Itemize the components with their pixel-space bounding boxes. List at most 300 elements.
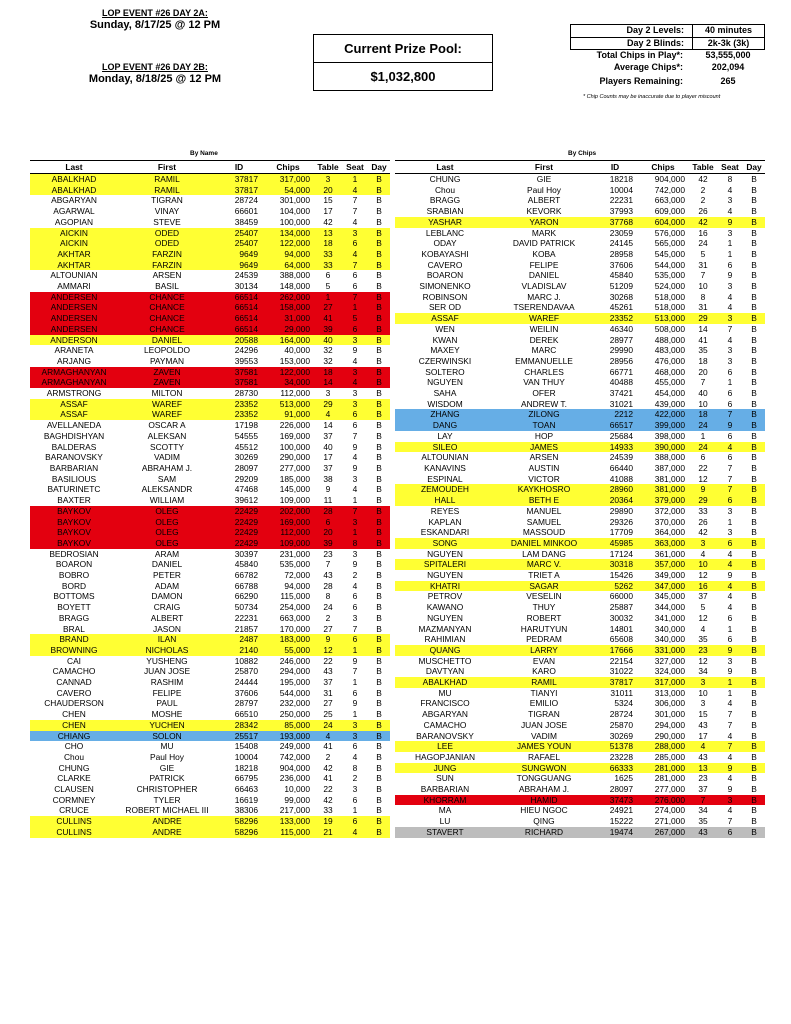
cell-day: B bbox=[368, 238, 390, 249]
table-row bbox=[395, 195, 765, 206]
cell-table: 14 bbox=[323, 420, 333, 431]
cell-id: 10004 bbox=[609, 184, 633, 195]
cell-day: B bbox=[376, 388, 382, 399]
cell-seat: 6 bbox=[352, 281, 358, 292]
cell-day: B bbox=[376, 602, 382, 613]
table-row bbox=[395, 624, 765, 635]
cell-chips: 742,000 bbox=[654, 184, 685, 195]
cell-day: B bbox=[368, 517, 390, 528]
cell-chips: 55,000 bbox=[262, 645, 314, 656]
table-row bbox=[30, 698, 390, 709]
header-id: ID bbox=[216, 161, 262, 174]
cell-day: B bbox=[751, 719, 757, 730]
cell-last: BAXTER bbox=[57, 495, 91, 506]
cell-seat: 4 bbox=[717, 559, 743, 570]
cell-seat: 6 bbox=[727, 452, 733, 463]
cell-day: B bbox=[743, 442, 765, 453]
cell-seat: 9 bbox=[727, 784, 733, 795]
cell-first: CHARLES bbox=[524, 366, 564, 377]
cell-chips: 476,000 bbox=[654, 355, 685, 366]
cell-table: 8 bbox=[700, 291, 706, 302]
table-row bbox=[395, 549, 765, 560]
cell-seat: 4 bbox=[727, 773, 733, 784]
cell-chips: 468,000 bbox=[654, 366, 685, 377]
cell-day: B bbox=[376, 570, 382, 581]
cell-last: KHATRI bbox=[395, 581, 495, 592]
cell-id: 30032 bbox=[609, 612, 633, 623]
cell-last: LEE bbox=[395, 741, 495, 752]
cell-seat: 6 bbox=[717, 827, 743, 838]
cell-day: B bbox=[368, 827, 390, 838]
cell-day: B bbox=[743, 484, 765, 495]
cell-table: 18 bbox=[689, 409, 717, 420]
cell-chips: 281,000 bbox=[654, 773, 685, 784]
cell-seat: 6 bbox=[352, 591, 358, 602]
stat-label: Players Remaining: bbox=[599, 76, 683, 86]
cell-chips: 226,000 bbox=[279, 420, 310, 431]
cell-day: B bbox=[376, 784, 382, 795]
cell-id: 31022 bbox=[609, 666, 633, 677]
cell-seat: 6 bbox=[727, 398, 733, 409]
cell-first: RASHIM bbox=[150, 677, 184, 688]
cell-table: 37 bbox=[698, 784, 708, 795]
table-row bbox=[30, 228, 390, 239]
cell-day: B bbox=[751, 634, 757, 645]
cell-day: B bbox=[743, 538, 765, 549]
table-row bbox=[30, 388, 390, 399]
cell-first: MOSHE bbox=[151, 709, 183, 720]
cell-seat: 1 bbox=[352, 805, 358, 816]
tournament-stats bbox=[570, 24, 765, 88]
cell-id: 66517 bbox=[593, 420, 637, 431]
cell-table: 9 bbox=[689, 484, 717, 495]
cell-table: 41 bbox=[698, 334, 708, 345]
cell-day: B bbox=[751, 655, 757, 666]
table-row bbox=[395, 805, 765, 816]
cell-first: CHANCE bbox=[118, 313, 216, 324]
cell-day: B bbox=[368, 399, 390, 410]
cell-seat: 6 bbox=[352, 420, 358, 431]
cell-first: SAGAR bbox=[495, 581, 593, 592]
cell-last: ODAY bbox=[433, 238, 457, 249]
cell-chips: 99,000 bbox=[284, 794, 310, 805]
cell-chips: 327,000 bbox=[654, 655, 685, 666]
cell-first: PETER bbox=[153, 570, 181, 581]
cell-last: ESKANDARI bbox=[420, 527, 470, 538]
cell-last: BRAGG bbox=[58, 612, 90, 623]
cell-id: 28797 bbox=[234, 698, 258, 709]
cell-seat: 3 bbox=[727, 227, 733, 238]
cell-id: 28097 bbox=[234, 462, 258, 473]
cell-last: BARBARIAN bbox=[420, 784, 470, 795]
cell-seat: 6 bbox=[352, 687, 358, 698]
cell-seat: 1 bbox=[352, 677, 358, 688]
cell-chips: 185,000 bbox=[279, 473, 310, 484]
cell-table: 23 bbox=[698, 773, 708, 784]
cell-day: B bbox=[368, 377, 390, 388]
cell-table: 43 bbox=[323, 666, 333, 677]
table-row bbox=[30, 677, 390, 688]
cell-table: 33 bbox=[314, 260, 342, 271]
table-row bbox=[30, 827, 390, 838]
cell-last: FRANCISCO bbox=[420, 698, 470, 709]
table-row bbox=[30, 549, 390, 560]
cell-chips: 122,000 bbox=[262, 238, 314, 249]
cell-last: ANDERSEN bbox=[30, 302, 118, 313]
cell-id: 37581 bbox=[216, 367, 262, 378]
cell-table: 42 bbox=[323, 794, 333, 805]
cell-last: WISDOM bbox=[427, 398, 463, 409]
cell-day: B bbox=[751, 473, 757, 484]
cell-first: Paul Hoy bbox=[527, 184, 561, 195]
cell-first: VESELIN bbox=[526, 591, 562, 602]
cell-first: CHANCE bbox=[118, 324, 216, 335]
table-row bbox=[395, 367, 765, 378]
cell-table: 25 bbox=[323, 709, 333, 720]
cell-last: KAWANO bbox=[426, 602, 464, 613]
cell-first: JUAN JOSE bbox=[143, 666, 191, 677]
cell-table: 24 bbox=[689, 442, 717, 453]
cell-day: B bbox=[368, 302, 390, 313]
table-row bbox=[30, 345, 390, 356]
cell-seat: 4 bbox=[727, 730, 733, 741]
cell-day: B bbox=[376, 709, 382, 720]
table-row bbox=[395, 613, 765, 624]
cell-day: B bbox=[751, 516, 757, 527]
cell-table: 12 bbox=[314, 645, 342, 656]
cell-chips: 115,000 bbox=[262, 827, 314, 838]
cell-seat: 7 bbox=[717, 409, 743, 420]
cell-last: AGARWAL bbox=[53, 206, 95, 217]
cell-day: B bbox=[376, 548, 382, 559]
table-row bbox=[30, 270, 390, 281]
cell-seat: 9 bbox=[727, 270, 733, 281]
cell-id: 22429 bbox=[216, 506, 262, 517]
cell-first: HARUTYUN bbox=[520, 623, 568, 634]
cell-table: 34 bbox=[698, 805, 708, 816]
cell-seat: 3 bbox=[727, 195, 733, 206]
cell-id: 28097 bbox=[609, 784, 633, 795]
table-row bbox=[395, 634, 765, 645]
table-row bbox=[30, 249, 390, 260]
cell-first: HIEU NGOC bbox=[520, 805, 568, 816]
table-row bbox=[395, 324, 765, 335]
cell-table: 12 bbox=[698, 612, 708, 623]
cell-day: B bbox=[376, 773, 382, 784]
cell-chips: 535,000 bbox=[654, 270, 685, 281]
cell-day: B bbox=[751, 602, 757, 613]
cell-first: MILTON bbox=[151, 388, 183, 399]
cell-last: SILEO bbox=[395, 442, 495, 453]
cell-seat: 9 bbox=[717, 645, 743, 656]
cell-id: 5324 bbox=[614, 698, 633, 709]
cell-id: 66771 bbox=[609, 366, 633, 377]
cell-day: B bbox=[751, 259, 757, 270]
cell-last: AGOPIAN bbox=[54, 216, 94, 227]
table-row bbox=[395, 484, 765, 495]
cell-first: DAVID PATRICK bbox=[512, 238, 576, 249]
cell-id: 28730 bbox=[234, 388, 258, 399]
cell-day: B bbox=[751, 591, 757, 602]
cell-id: 22429 bbox=[216, 517, 262, 528]
cell-table: 20 bbox=[698, 366, 708, 377]
cell-last: KHORRAM bbox=[395, 795, 495, 806]
cell-day: B bbox=[743, 217, 765, 228]
cell-first: ANDRE bbox=[118, 827, 216, 838]
cell-id: 24539 bbox=[234, 270, 258, 281]
table-row bbox=[395, 795, 765, 806]
cell-table: 33 bbox=[698, 505, 708, 516]
table-row bbox=[395, 377, 765, 388]
cell-chips: 169,000 bbox=[262, 517, 314, 528]
cell-id: 30269 bbox=[234, 452, 258, 463]
cell-id: 30268 bbox=[609, 291, 633, 302]
table-row bbox=[30, 645, 390, 656]
cell-first: BASIL bbox=[155, 281, 179, 292]
cell-id: 22231 bbox=[234, 612, 258, 623]
cell-seat: 1 bbox=[352, 495, 358, 506]
cell-first: Paul Hoy bbox=[150, 751, 184, 762]
cell-id: 66514 bbox=[216, 292, 262, 303]
table-row bbox=[30, 624, 390, 635]
cell-id: 14933 bbox=[593, 442, 637, 453]
cell-seat: 9 bbox=[352, 441, 358, 452]
cell-chips: 54,000 bbox=[262, 185, 314, 196]
cell-table: 22 bbox=[323, 655, 333, 666]
cell-last: ASSAF bbox=[395, 313, 495, 324]
cell-day: B bbox=[368, 506, 390, 517]
cell-last: Chou bbox=[63, 751, 85, 762]
cell-table: 29 bbox=[314, 399, 342, 410]
table-row bbox=[395, 495, 765, 506]
cell-last: ANDERSEN bbox=[30, 313, 118, 324]
cell-seat: 4 bbox=[342, 185, 368, 196]
cell-first: YUCHEN bbox=[118, 720, 216, 731]
cell-table: 4 bbox=[314, 731, 342, 742]
cell-first: VADIM bbox=[154, 452, 180, 463]
cell-day: B bbox=[751, 184, 757, 195]
cell-chips: 344,000 bbox=[654, 602, 685, 613]
cell-seat: 4 bbox=[727, 291, 733, 302]
cell-id: 45512 bbox=[234, 441, 258, 452]
cell-first: VAN THUY bbox=[523, 377, 565, 388]
table-row bbox=[395, 335, 765, 346]
cell-id: 22231 bbox=[609, 195, 633, 206]
cell-day: B bbox=[751, 281, 757, 292]
cell-table: 42 bbox=[323, 762, 333, 773]
cell-day: B bbox=[368, 538, 390, 549]
cell-chips: 217,000 bbox=[279, 805, 310, 816]
table-row bbox=[395, 474, 765, 485]
cell-table: 39 bbox=[314, 324, 342, 335]
table-row bbox=[395, 260, 765, 271]
cell-id: 9649 bbox=[216, 260, 262, 271]
table-row bbox=[30, 495, 390, 506]
cell-table: 18 bbox=[314, 367, 342, 378]
cell-table: 4 bbox=[700, 623, 706, 634]
cell-last: BAGHDISHYAN bbox=[43, 430, 105, 441]
cell-table: 16 bbox=[689, 581, 717, 592]
cell-day: B bbox=[751, 805, 757, 816]
table-row bbox=[30, 720, 390, 731]
cell-chips: 340,000 bbox=[654, 634, 685, 645]
table-row bbox=[30, 656, 390, 667]
cell-table: 17 bbox=[323, 206, 333, 217]
cell-seat: 1 bbox=[727, 248, 733, 259]
cell-first: AUSTIN bbox=[528, 462, 560, 473]
cell-table: 15 bbox=[698, 709, 708, 720]
cell-seat: 8 bbox=[352, 762, 358, 773]
cell-day: B bbox=[751, 195, 757, 206]
cell-id: 37421 bbox=[609, 388, 633, 399]
cell-id: 37817 bbox=[593, 677, 637, 688]
cell-first: GIE bbox=[536, 174, 552, 184]
table-row bbox=[30, 452, 390, 463]
cell-last: BRAND bbox=[30, 634, 118, 645]
cell-last: ARMSTRONG bbox=[46, 388, 102, 399]
cell-last: CHEN bbox=[62, 709, 86, 720]
cell-first: PAYMAN bbox=[149, 355, 185, 366]
cell-first: ANDREW T. bbox=[521, 398, 567, 409]
cell-seat: 3 bbox=[342, 367, 368, 378]
cell-seat: 6 bbox=[352, 794, 358, 805]
cell-table: 35 bbox=[698, 816, 708, 827]
cell-first: CHANCE bbox=[118, 292, 216, 303]
cell-last: BARANOVSKY bbox=[416, 730, 474, 741]
cell-chips: 262,000 bbox=[262, 292, 314, 303]
cell-last: SER OD bbox=[428, 302, 462, 313]
cell-seat: 1 bbox=[727, 687, 733, 698]
table-row bbox=[395, 313, 765, 324]
cell-seat: 9 bbox=[727, 666, 733, 677]
cell-seat: 7 bbox=[727, 462, 733, 473]
cell-id: 22429 bbox=[216, 538, 262, 549]
cell-last: CAVERO bbox=[427, 259, 463, 270]
cell-chips: 115,000 bbox=[280, 591, 310, 602]
table-row bbox=[30, 324, 390, 335]
cell-last: ASSAF bbox=[30, 399, 118, 410]
cell-chips: 249,000 bbox=[279, 741, 310, 752]
cell-seat: 6 bbox=[727, 388, 733, 399]
cell-day: B bbox=[751, 270, 757, 281]
cell-first: PATRICK bbox=[149, 773, 185, 784]
cell-first: SCOTTY bbox=[150, 441, 184, 452]
table-row bbox=[395, 431, 765, 442]
cell-seat: 4 bbox=[352, 751, 358, 762]
cell-day: B bbox=[751, 452, 757, 463]
cell-chips: 294,000 bbox=[654, 719, 685, 730]
cell-last: CAMACHO bbox=[423, 719, 467, 730]
cell-seat: 6 bbox=[727, 612, 733, 623]
cell-last: REYES bbox=[430, 505, 460, 516]
cell-first: VINAY bbox=[154, 206, 180, 217]
cell-first: BETH E bbox=[495, 495, 593, 506]
cell-id: 20588 bbox=[216, 335, 262, 346]
cell-seat: 4 bbox=[727, 602, 733, 613]
cell-first: KAYKHOSRO bbox=[495, 484, 593, 495]
cell-last: HAGOPJANIAN bbox=[414, 751, 476, 762]
cell-last: BEDROSIAN bbox=[49, 548, 99, 559]
table-row bbox=[30, 784, 390, 795]
cell-chips: 341,000 bbox=[654, 612, 685, 623]
cell-table: 24 bbox=[323, 602, 333, 613]
cell-last: MAZMANYAN bbox=[418, 623, 472, 634]
cell-id: 25407 bbox=[216, 238, 262, 249]
cell-chips: 40,000 bbox=[284, 345, 310, 356]
cell-id: 22429 bbox=[216, 527, 262, 538]
cell-chips: 361,000 bbox=[654, 548, 685, 559]
cell-id: 50734 bbox=[234, 602, 258, 613]
cell-seat: 3 bbox=[342, 517, 368, 528]
header-id: ID bbox=[593, 161, 637, 174]
cell-day: B bbox=[751, 751, 757, 762]
cell-table: 14 bbox=[698, 323, 708, 334]
cell-first: ROBERT MICHAEL III bbox=[125, 805, 209, 816]
cell-table: 12 bbox=[698, 655, 708, 666]
table-row bbox=[395, 506, 765, 517]
table-row bbox=[30, 506, 390, 517]
cell-id: 10004 bbox=[234, 751, 258, 762]
cell-first: FARZIN bbox=[118, 249, 216, 260]
table-row bbox=[30, 292, 390, 303]
table-row bbox=[30, 688, 390, 699]
cell-id: 40488 bbox=[609, 377, 633, 388]
cell-seat: 7 bbox=[342, 506, 368, 517]
cell-id: 18218 bbox=[609, 174, 633, 184]
cell-table: 32 bbox=[323, 355, 333, 366]
cell-first: VADIM bbox=[531, 730, 557, 741]
cell-table: 5 bbox=[325, 281, 331, 292]
cell-table: 1 bbox=[314, 292, 342, 303]
cell-day: B bbox=[376, 805, 382, 816]
table-row bbox=[30, 195, 390, 206]
cell-last: HALL bbox=[395, 495, 495, 506]
cell-id: 2140 bbox=[216, 645, 262, 656]
prize-pool-box bbox=[313, 34, 493, 91]
cell-chips: 488,000 bbox=[654, 334, 685, 345]
cell-last: ABALKHAD bbox=[30, 174, 118, 185]
cell-last: BAYKOV bbox=[30, 538, 118, 549]
cell-id: 66795 bbox=[234, 773, 258, 784]
cell-first: ALBERT bbox=[150, 612, 184, 623]
cell-chips: 565,000 bbox=[654, 238, 685, 249]
cell-first: DANIEL bbox=[118, 335, 216, 346]
cell-last: MU bbox=[438, 687, 452, 698]
cell-table: 34 bbox=[698, 666, 708, 677]
cell-seat: 8 bbox=[342, 538, 368, 549]
cell-seat: 7 bbox=[717, 741, 743, 752]
cell-id: 5262 bbox=[593, 581, 637, 592]
cell-id: 2212 bbox=[593, 409, 637, 420]
cell-day: B bbox=[376, 612, 382, 623]
header-seat: Seat bbox=[342, 161, 368, 174]
cell-first: SOLON bbox=[118, 731, 216, 742]
cell-day: B bbox=[743, 677, 765, 688]
cell-seat: 1 bbox=[727, 377, 733, 388]
cell-chips: 317,000 bbox=[637, 677, 689, 688]
cell-first: ZAVEN bbox=[118, 377, 216, 388]
cell-day: B bbox=[376, 441, 382, 452]
table-row bbox=[30, 281, 390, 292]
cell-table: 7 bbox=[689, 795, 717, 806]
cell-day: B bbox=[751, 398, 757, 409]
cell-id: 66000 bbox=[609, 591, 633, 602]
header-chips: Chips bbox=[637, 161, 689, 174]
cell-id: 19474 bbox=[593, 827, 637, 838]
cell-chips: 363,000 bbox=[637, 538, 689, 549]
cell-chips: 183,000 bbox=[262, 634, 314, 645]
cell-chips: 109,000 bbox=[279, 495, 310, 506]
